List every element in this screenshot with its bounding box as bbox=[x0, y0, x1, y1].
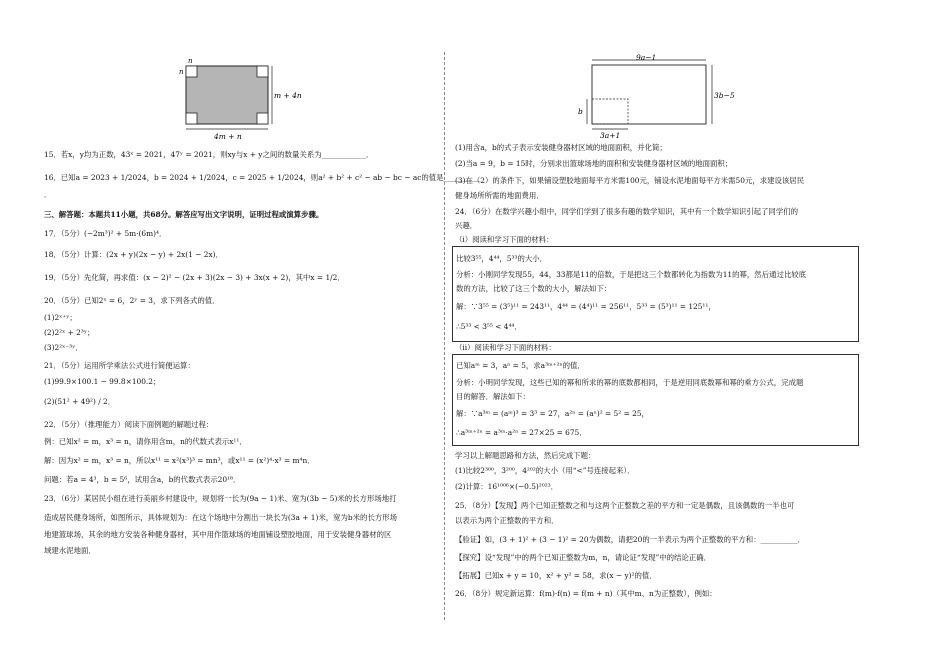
question-20: 20．（5分）已知2ˣ = 6，2ʸ = 3，求下列各式的值． bbox=[44, 296, 220, 305]
question-24: 24．（6分）在数学兴趣小组中，同学们学到了很多有趣的数学知识，其中有一个数学知识引起了同学们的 bbox=[455, 207, 798, 216]
q22-example: 例：已知x² = m，x³ = n，请你用含m，n的代数式表示x¹¹． bbox=[44, 437, 247, 446]
box2-line1: 已知aᵐ = 3，aⁿ = 5，求a³ᵐ⁺²ⁿ的值． bbox=[456, 361, 585, 370]
q25-verify: 【验证】如，(3 + 1)² + (3 − 1)² = 20为偶数，请把20的一半表示为两个正整数的平方和：__________． bbox=[455, 535, 805, 544]
q23-part3: (3)在（2）的条件下，如果铺设塑胶地面每平方米需100元，铺设水泥地面每平方米需50元，求建设该居民 bbox=[455, 176, 805, 185]
box1-line5: ∴5³³ < 3⁵⁵ < 4⁴⁴． bbox=[456, 322, 522, 331]
column-divider bbox=[444, 52, 445, 620]
q20-part3: (3)2²ˣ⁻³ʸ． bbox=[44, 343, 83, 352]
box2-line4: 解：∵a³ᵐ = (aᵐ)³ = 3³ = 27，a²ⁿ = (aⁿ)² = 5² = 25， bbox=[456, 409, 649, 418]
q24-material-ii: （ii）阅读和学习下面的材料： bbox=[455, 343, 556, 352]
q24-sub1: (1)比较2³⁰⁰，3²⁰⁰，4²⁰²的大小（用“<”号连接起来）． bbox=[455, 466, 635, 475]
question-15: 15．若x，y均为正数，43ˣ = 2021，47ʸ = 2021，则xy与x + y之间的数量关系为____________． bbox=[44, 150, 374, 159]
figure-field-layout bbox=[576, 54, 736, 140]
box2-line2: 分析：小明同学发现，这些已知的幂和所求的幂的底数都相同，于是逆用同底数幂和幂的乘方公式，完成题 bbox=[456, 378, 804, 387]
question-18: 18．（5分）计算：(2x + y)(2x − y) + 2x(1 − 2x)． bbox=[44, 250, 223, 259]
q24-sub2: (2)计算：16¹⁰⁰⁶×(−0.5)²⁰²³． bbox=[455, 482, 559, 491]
q22-problem: 问题：若a = 4³，b = 5⁶，试用含a，b的代数式表示20¹⁸． bbox=[44, 475, 241, 484]
q20-part1: (1)2ˣ⁺ʸ； bbox=[44, 313, 77, 322]
q24-material-i: （i）阅读和学习下面的材料： bbox=[455, 235, 554, 244]
figure-rectangle-corners bbox=[178, 56, 308, 148]
question-25: 25．（8分）【发现】两个已知正整数之和与这两个正整数之差的平方和一定是偶数，且该偶数的一半也可 bbox=[455, 501, 795, 510]
question-23-line3: 地建篮球场，其余的地方安装各种健身器材，其中用作篮球场的地面铺设塑胶地面，用于安装健身器材的区 bbox=[44, 530, 392, 539]
question-22: 22．（5分）（推理能力）阅读下面例题的解题过程： bbox=[44, 420, 214, 429]
question-16: 16．已知a = 2023 + 1/2024，b = 2024 + 1/2024，c = 2025 + 1/2024，则a² + b² + c² − ab − bc − ac的值是__________ bbox=[44, 173, 481, 182]
q25-explore: 【探究】设“发现”中的两个已知正整数为m，n，请论证“发现”中的结论正确． bbox=[455, 553, 711, 562]
box1-line4: 解：∵3⁵⁵ = (3⁵)¹¹ = 243¹¹，4⁴⁴ = (4⁴)¹¹ = 256¹¹，5³³ = (5³)¹¹ = 125¹¹， bbox=[456, 302, 716, 311]
question-21: 21．（5分）运用所学乘法公式进行简便运算： bbox=[44, 361, 195, 370]
question-23-line1: 23．（6分）某居民小组在进行美丽乡村建设中，规划将一长为(9a − 1)米、宽为(3b − 5)米的长方形场地打 bbox=[44, 494, 397, 503]
q23-part1: (1)用含a，b的式子表示安装健身器材区域的地面面积，并化简； bbox=[455, 143, 667, 152]
fig2-top-label: 9a−1 bbox=[636, 54, 657, 62]
box1-line1: 比较3⁵⁵，4⁴⁴，5³³的大小． bbox=[456, 254, 548, 263]
fig1-right-label: m + 4n bbox=[274, 91, 302, 100]
q21-part1: (1)99.9×100.1 − 99.8×100.2； bbox=[44, 377, 161, 386]
fig2-bottom-label: 3a+1 bbox=[600, 131, 621, 140]
fig1-bottom-label: 4m + n bbox=[214, 132, 242, 141]
q21-part2: (2)(51² + 49²) / 2． bbox=[44, 397, 116, 406]
fig2-right-label: 3b−5 bbox=[714, 91, 735, 100]
question-17: 17．（5分）(−2m³)² + 5m·(6m)⁴． bbox=[44, 229, 167, 238]
question-19: 19．（5分）先化简，再求值：(x − 2)² − (2x + 3)(2x − 3) + 3x(x + 2)，其中x = 1/2． bbox=[44, 273, 345, 282]
box1-line2: 分析：小刚同学发现55，44，33都是11的倍数，于是把这三个数都转化为指数为11的幂，然后通过比较底 bbox=[456, 270, 807, 279]
question-16-end: ． bbox=[44, 190, 52, 199]
q20-part2: (2)2²ˣ + 2³ʸ； bbox=[44, 328, 95, 337]
fig1-n-side: n bbox=[179, 68, 184, 76]
fig2-b-label: b bbox=[578, 107, 583, 116]
question-24-cont: 兴趣． bbox=[455, 221, 478, 230]
fig1-n-top: n bbox=[188, 57, 193, 65]
question-23-line4: 域建水泥地面． bbox=[44, 546, 96, 555]
q24-instruction: 学习以上解题思路和方法，然后完成下题： bbox=[455, 451, 596, 460]
q23-part3-cont: 健身场所所需的地面费用． bbox=[455, 191, 544, 200]
q23-part2: (2)当a = 9，b = 15时，分别求出篮球场地的面积和安装健身器材区域的地面面积； bbox=[455, 159, 733, 168]
box2-line5: ∴a³ᵐ⁺²ⁿ = a³ᵐ·a²ⁿ = 27×25 = 675． bbox=[456, 428, 587, 437]
section-title: 三、解答题：本题共11小题，共68分。解答应写出文字说明，证明过程或演算步骤。 bbox=[44, 210, 324, 219]
question-23-line2: 造成居民健身场所，如图所示，具体规划为：在这个场地中分割出一块长为(3a + 1)米，宽为b米的长方形场 bbox=[44, 513, 398, 522]
box1-line3: 数的方法，比较了这三个数的大小，解法如下： bbox=[456, 284, 612, 293]
question-25-cont: 以表示为两个正整数的平方和． bbox=[455, 516, 559, 525]
box2-line3: 目的解答．解法如下： bbox=[456, 392, 530, 401]
q25-extend: 【拓展】已知x + y = 10，x² + y² = 58，求(x − y)²的值． bbox=[455, 571, 657, 580]
question-26: 26．（8分）规定新运算：f(m)·f(n) = f(m + n)（其中m、n为正整数），例如： bbox=[455, 589, 717, 598]
q22-solution: 解：因为x² = m，x³ = n，所以x¹¹ = x²(x³)³ = mn³，或x¹¹ = (x²)⁴·x³ = m⁴n． bbox=[44, 456, 315, 465]
